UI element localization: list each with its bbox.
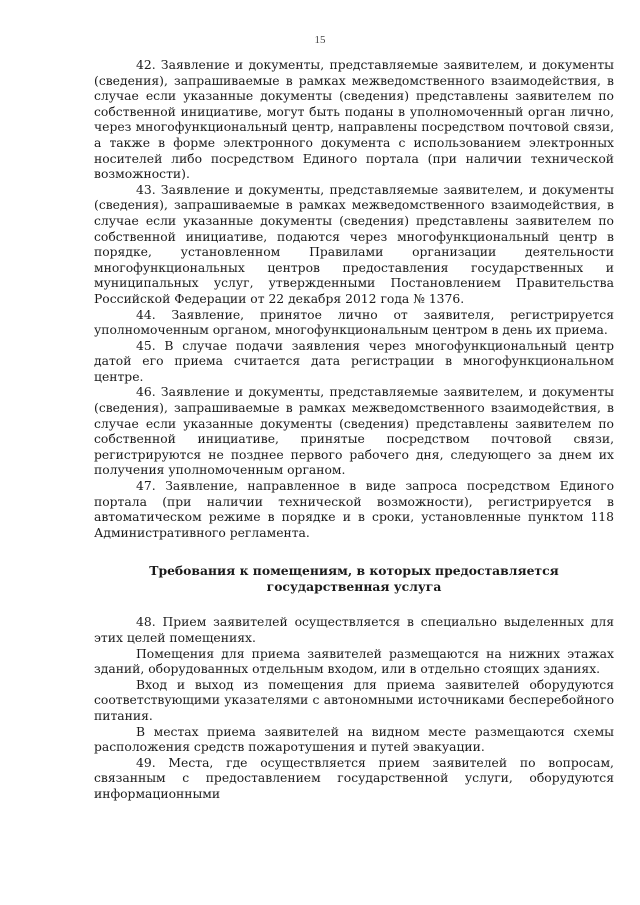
paragraph-46: 46. Заявление и документы, представляемые заявителем, и документы (сведения), запрашиваемые в рамках межведомственного взаимодействия, в случае если указанные документы (сведения) представлены заявителем по собственной инициативе, принятые посредством почтовой связи, регистрируются не позднее первого рабочего дня, следующего за днем их получения уполномоченным органом. — [94, 385, 614, 478]
document-body — [94, 58, 614, 803]
paragraph-42: 42. Заявление и документы, представляемые заявителем, и документы (сведения), запрашиваемые в рамках межведомственного взаимодействия, в случае если указанные документы (сведения) представлены заявителем по собственной инициативе, могут быть поданы в уполномоченный орган лично, через многофункциональный центр, направлены посредством почтовой связи, а также в форме электронного документа с использованием электронных носителей либо посредством Единого портала (при наличии технической возможности). — [94, 58, 614, 182]
paragraph-48-entrance: Вход и выход из помещения для приема заявителей оборудуются соответствующими указателями с автономными источниками бесперебойного питания. — [94, 677, 614, 723]
paragraph-48: 48. Прием заявителей осуществляется в специально выделенных для этих целей помещениях. — [94, 615, 614, 645]
paragraph-48-evacuation: В местах приема заявителей на видном месте размещаются схемы расположения средств пожаротушения и путей эвакуации. — [94, 724, 614, 755]
paragraph-44: 44. Заявление, принятое лично от заявителя, регистрируется уполномоченным органом, многофункциональным центром в день их приема. — [94, 307, 614, 338]
page-number: 15 — [314, 34, 326, 46]
paragraph-43: 43. Заявление и документы, представляемые заявителем, и документы (сведения), запрашиваемые в рамках межведомственного взаимодействия, в случае если указанные документы (сведения) представлены заявителем по собственной инициативе, подаются через многофункциональный центр в порядке, установленном Правилами организации деятельности многофункциональных центров предоставления государственных и муниципальных услуг, утвержденными Постановлением Правительства Российской Федерации от 22 декабря 2012 года № 1376. — [94, 182, 614, 306]
section-heading — [94, 563, 614, 595]
paragraph-49: 49. Места, где осуществляется прием заявителей по вопросам, связанным с предоставлением государственной услуги, оборудуются информационными — [94, 755, 614, 801]
section-heading-line-1: Требования к помещениям, в которых предоставляется — [149, 563, 559, 579]
section-heading-line-2: государственная услуга — [266, 579, 442, 595]
paragraph-45: 45. В случае подачи заявления через многофункциональный центр датой его приема считается дата регистрации в многофункциональном центре. — [94, 338, 614, 384]
paragraph-48-premises: Помещения для приема заявителей размещаются на нижних этажах зданий, оборудованных отдельным входом, или в отдельно стоящих зданиях. — [94, 646, 614, 677]
paragraph-47: 47. Заявление, направленное в виде запроса посредством Единого портала (при наличии технической возможности), регистрируется в автоматическом режиме в порядке и в сроки, установленные пунктом 118 Административного регламента. — [94, 479, 614, 540]
